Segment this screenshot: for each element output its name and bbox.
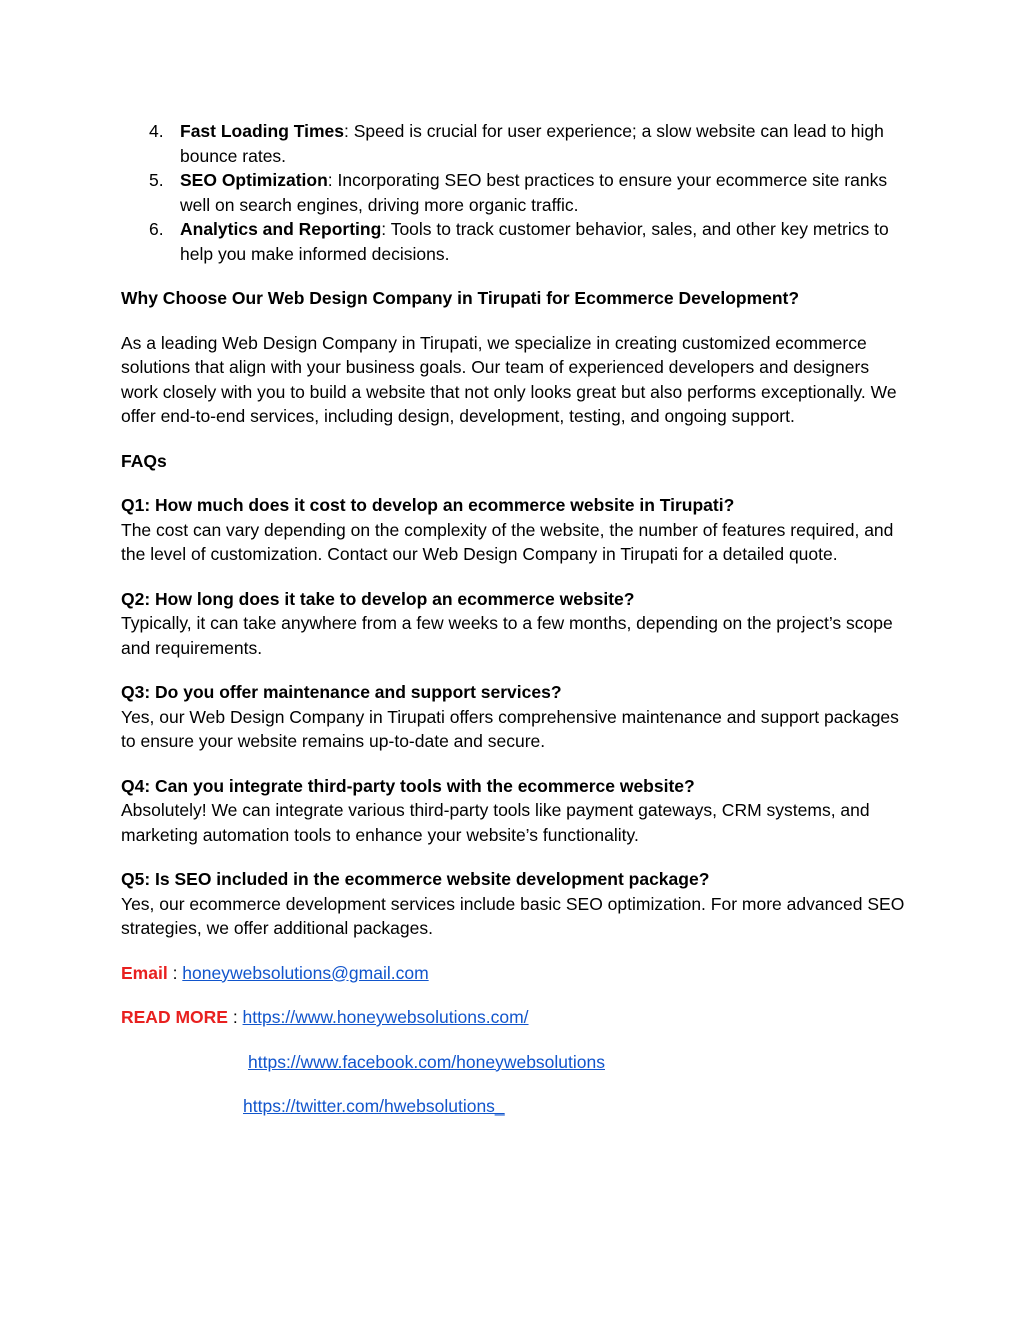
feature-text: : Tools to track customer behavior, sales, and other key metrics to help you make informed decisions. [180, 219, 889, 264]
faq-item [121, 867, 906, 941]
faqs-heading: FAQs [121, 450, 167, 471]
faq-answer: Typically, it can take anywhere from a few weeks to a few months, depending on the project’s scope and requirements. [121, 613, 893, 658]
why-choose-paragraph: As a leading Web Design Company in Tirupati, we specialize in creating customized ecommerce solutions that align with your business goals. Our team of experienced developers and designers work closely with you to build a website that not only looks great but also performs exceptionally. We offer end-to-end services, including design, development, testing, and ongoing support. [121, 332, 897, 426]
list-number: 5. [149, 170, 164, 190]
facebook-link[interactable]: https://www.facebook.com/honeywebsolutions [248, 1051, 605, 1072]
faq-question: Q5: Is SEO included in the ecommerce website development package? [121, 869, 710, 889]
faq-item [121, 680, 906, 754]
faq-question: Q1: How much does it cost to develop an ecommerce website in Tirupati? [121, 495, 735, 515]
faq-item [121, 493, 906, 567]
list-number: 4. [149, 121, 164, 141]
twitter-link[interactable]: https://twitter.com/hwebsolutions_ [243, 1096, 505, 1116]
facebook-line [121, 1050, 906, 1075]
document-content [121, 119, 906, 1119]
faq-question: Q3: Do you offer maintenance and support services? [121, 682, 562, 702]
read-more-separator: : [227, 1007, 243, 1027]
feature-title: SEO Optimization [180, 170, 328, 190]
feature-text: : Speed is crucial for user experience; a slow website can lead to high bounce rates. [180, 121, 884, 166]
faq-answer: Yes, our ecommerce development services include basic SEO optimization. For more advanced SEO strategies, we offer additional packages. [121, 893, 905, 938]
faq-question: Q2: How long does it take to develop an ecommerce website? [121, 588, 635, 609]
email-line [121, 961, 906, 986]
twitter-line [121, 1094, 906, 1119]
faq-question: Q4: Can you integrate third-party tools with the ecommerce website? [121, 775, 695, 796]
feature-text: : Incorporating SEO best practices to ensure your ecommerce site ranks well on search engines, driving more organic traffic. [180, 170, 888, 215]
why-choose-heading: Why Choose Our Web Design Company in Tirupati for Ecommerce Development? [121, 288, 800, 308]
faq-answer: Absolutely! We can integrate various third-party tools like payment gateways, CRM systems, and marketing automation tools to enhance your website’s functionality. [121, 800, 870, 845]
email-separator: : [167, 962, 183, 983]
read-more-label: READ MORE [121, 1007, 228, 1027]
faq-item [121, 774, 906, 848]
faq-item [121, 587, 906, 661]
list-item [121, 119, 906, 168]
email-link[interactable]: honeywebsolutions@gmail.com [182, 962, 429, 983]
list-number: 6. [149, 219, 164, 239]
email-label: Email [121, 962, 168, 983]
website-link[interactable]: https://www.honeywebsolutions.com/ [242, 1007, 529, 1027]
faq-answer: The cost can vary depending on the complexity of the website, the number of features required, and the level of customization. Contact our Web Design Company in Tirupati for a detailed quote. [121, 519, 894, 564]
feature-title: Fast Loading Times [180, 121, 345, 141]
read-more-line [121, 1005, 906, 1030]
feature-title: Analytics and Reporting [180, 219, 382, 239]
list-item [121, 217, 906, 266]
list-item [121, 168, 906, 217]
faq-answer: Yes, our Web Design Company in Tirupati offers comprehensive maintenance and support packages to ensure your website remains up-to-date and secure. [121, 706, 899, 751]
feature-list [121, 119, 906, 266]
